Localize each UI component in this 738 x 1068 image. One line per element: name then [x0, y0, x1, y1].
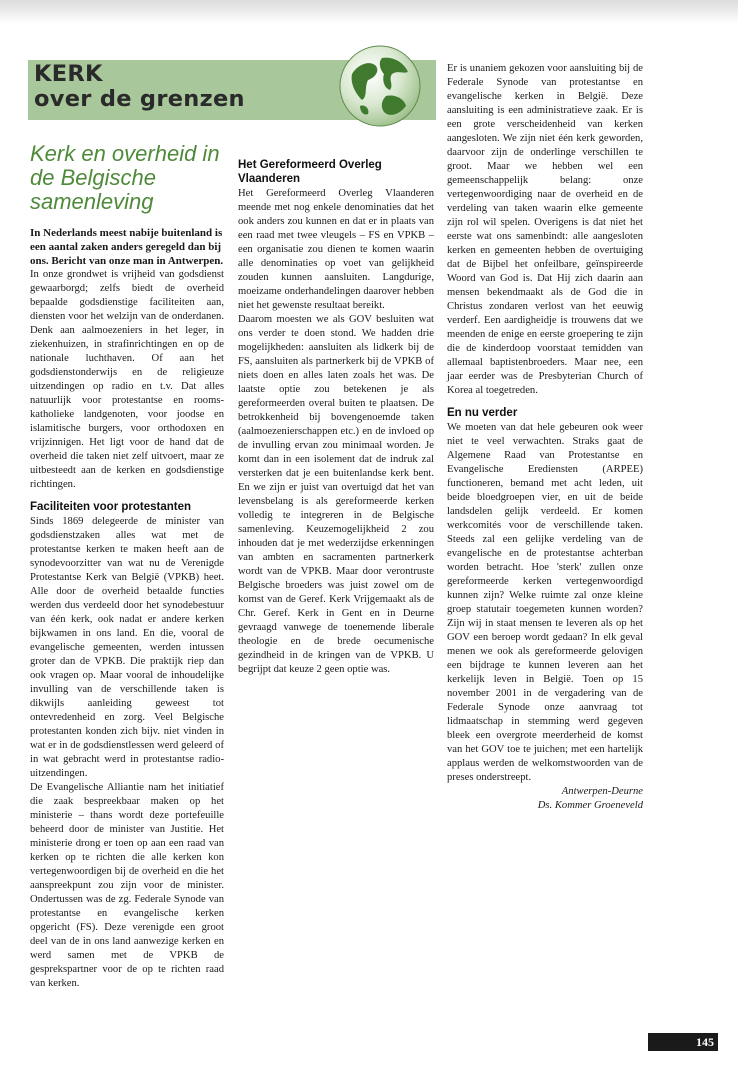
section2-paragraph-3: Er is unaniem gekozen voor aansluiting bij de Federale Synode van protestantse en evangelische kerken in België. Deze aansluiting is een administratieve zaak. Er is een grote verscheidenheid van kerken aangesloten. We zijn niet één kerk geworden, daarvoor zijn de onderlinge verschillen te groot. Maar we hebben wel een gemeenschappelijk belang: onze vertegenwoordiging naar de overheid en de verdeling van taken waarin elke gemeente zijn rol wil spelen. Overigens is dat niet het eerste wat ons samenbindt: alle aangesloten kerken en gemeenten hebben de overtuiging dat de Bijbel het onfeilbare, geïnspireerde Woord van God is. Dat Hij zich daarin aan mensen bekendmaakt als de God die in Christus zondaren verlost van het eeuwig verderf. Een aardigheidje is trouwens dat we meenden de enige en eerste groepering te zijn die de kinderdoop voorstaat temidden van allemaal baptistenbroeders. Maar nee, een jaar eerder was de Presbyterian Church of Korea al toegetreden. [447, 63, 643, 396]
article-lede: In Nederlands meest nabije buitenland is een aantal zaken anders geregeld dan bij ons. Bericht van onze man in Antwerpen. [30, 227, 224, 267]
article-column-2 [238, 150, 434, 677]
article-intro: In onze grondwet is vrijheid van godsdienst gewaarborgd; zelfs biedt de overheid bepaalde godsdienstige faciliteiten aan, diensten voor het welzijn van de onderdanen. Denk aan aalmoezeniers in het leger, in ziekenhuizen, in strafinrichtingen en op de nationale luchthaven. Of aan het godsdienstonderwijs en de religieuze uitzendingen op radio en t.v. Dat alles natuurlijk voor protestantse en rooms-katholieke landgenoten, voor joodse en islamitische burgers, voor orthodoxen en vrijzinnigen. Het ligt voor de hand dat de overheid die taken niet zelf uitvoert, maar ze uitbesteedt aan de kerken en godsdienstige richtingen. [30, 269, 224, 490]
article-column-3 [447, 62, 643, 813]
article-headline: Kerk en overheid in de Belgische samenleving [30, 141, 220, 214]
banner-title-line2: over de grenzen [34, 86, 245, 112]
signature-name: Ds. Kommer Groeneveld [537, 800, 643, 811]
scan-edge-shadow [0, 0, 738, 24]
section3-paragraph-1: We moeten van dat hele gebeuren ook weer niet te veel verwachten. Straks gaat de Algemene Raad van Protestantse en Evangelische Erediensten (ARPEE) functioneren, bemand met acht leden, uit beide bloedgroepen vier, en uit de beide landsdelen gelijk verdeeld. Er komen werkcomités voor de verschillende taken. Steeds zal een gelijke verdeling van de evangelische en de protestantse achterban worden betracht. Hoe 'sterk' zullen onze gereformeerde kerken vertegenwoordigd kunnen zijn? Welke ruimte zal onze kleine groep statutair toegemeten kunnen worden? Zijn wij in staat mensen te leveren als op het GOV een beroep wordt gedaan? In elk geval menen we ook als gereformeerde gelovigen een bijdrage te kunnen leveren aan het kerkelijk leven in België. Toen op 15 november 2001 in de vergadering van de Federale Synode onze aanvraag tot lidmaatschap in stemming werd gegeven bleek een overgrote meerderheid de komst van het GOV toe te juichen; met een hartelijk applaus werden de welkomstwoorden van de preses onderstreept. [447, 422, 643, 783]
section-heading-en-nu-verder: En nu verder [447, 407, 518, 419]
section2-paragraph-1: Het Gereformeerd Overleg Vlaanderen meende met nog enkele denominaties dat het ook anders zou kunnen en dat er in plaats van een raad met twee vleugels – FS en VPKB – een organisatie zou dienen te komen waarin alle denominaties op voet van gelijkheid zouden kunnen aansluiten. Langdurige, moeizame onderhandelingen daarover hebben niet het gewenste resultaat bereikt. [238, 188, 434, 311]
banner-title [34, 62, 245, 112]
section-heading-faciliteiten: Faciliteiten voor protestanten [30, 501, 192, 513]
section1-paragraph-1: Sinds 1869 delegeerde de minister van godsdienstzaken alles wat met de protestantse kerken te maken heeft aan de synodevoorzitter van wat nu de Verenigde Protestantse Kerk van België (VPKB) heet. Alle door de overheid betaalde functies werden dus verdeeld door het synodebestuur van één kerk, ook nadat er andere kerken bijkwamen in ons land. En die, vooral de evangelische gemeenten, werden intussen groter dan de VPKB. Die praktijk riep dan ook vragen op. Maar vooral de inhoudelijke invulling van de verschillende taken is dikwijls aanleiding geweest tot ontevredenheid en zorg. Veel Belgische protestanten konden zich bijv. niet vinden in wat er in de godsdienstlessen werd geleerd of in wat gebracht werd in protestantse radio-uitzendingen. [30, 516, 224, 779]
page-number-text: 145 [696, 1035, 714, 1049]
banner-title-line1: KERK [34, 61, 103, 87]
section1-paragraph-2: De Evangelische Alliantie nam het initiatief die zaak bespreekbaar maken op het ministerie – thans wordt deze portefeuille beheerd door de minister van Justitie. Het ministerie drong er toen op aan een raad van kerken op te richten die alle kerken kon vertegenwoordigen bij de overheid en die het aanspreekpunt zou zijn voor de minister. Ondertussen was de zg. Federale Synode van protestantse en evangelische kerken opgericht (FS). Deze verenigde een groot deel van de in ons land aanwezige kerken en werd samen met de VPKB de gesprekspartner voor de op te richten raad van kerken. [30, 782, 224, 989]
section2-paragraph-2: Daarom moesten we als GOV besluiten wat ons verder te doen stond. We hadden drie mogelijkheden: aansluiten als lidkerk bij de FS, aansluiten als partnerkerk bij de VPKB of niets doen en alles laten zoals het was. De laatste optie zou betekenen je als gereformeerden overal buiten te plaatsen. De betrokkenheid bij bovengenoemde taken (aalmoezenierschappen etc.) en de invloed op de invulling ervan zou minimaal worden. Je komt dan in een isolement dat de indruk zal versterken dat je een buitenlandse kerk bent. En we zijn er juist van overtuigd dat het van levensbelang is als gereformeerde kerken volledig te integreren in de Belgische samenleving. Keuzemogelijkheid 2 zou inhouden dat je met wederzijdse erkenningen van ambten en sacramenten partnerkerk wordt van de VPKB. Maar door verontruste Belgische broeders was juist zowel om de komst van de Geref. Kerk Vrijgemaakt als de Chr. Geref. Kerk in Gent en in Deurne gevraagd vanwege de toenemende liberale theologie en de brede oecumenische gezindheid in de kringen van de VPKB. U begrijpt dat keuze 2 geen optie was. [238, 314, 434, 675]
page-number [648, 1033, 718, 1051]
signature-place: Antwerpen-Deurne [561, 786, 643, 797]
article-column-1 [30, 142, 224, 991]
author-signature [447, 785, 643, 813]
globe-icon [338, 44, 422, 128]
section-heading-gov: Het Gereformeerd Overleg Vlaanderen [238, 159, 382, 185]
